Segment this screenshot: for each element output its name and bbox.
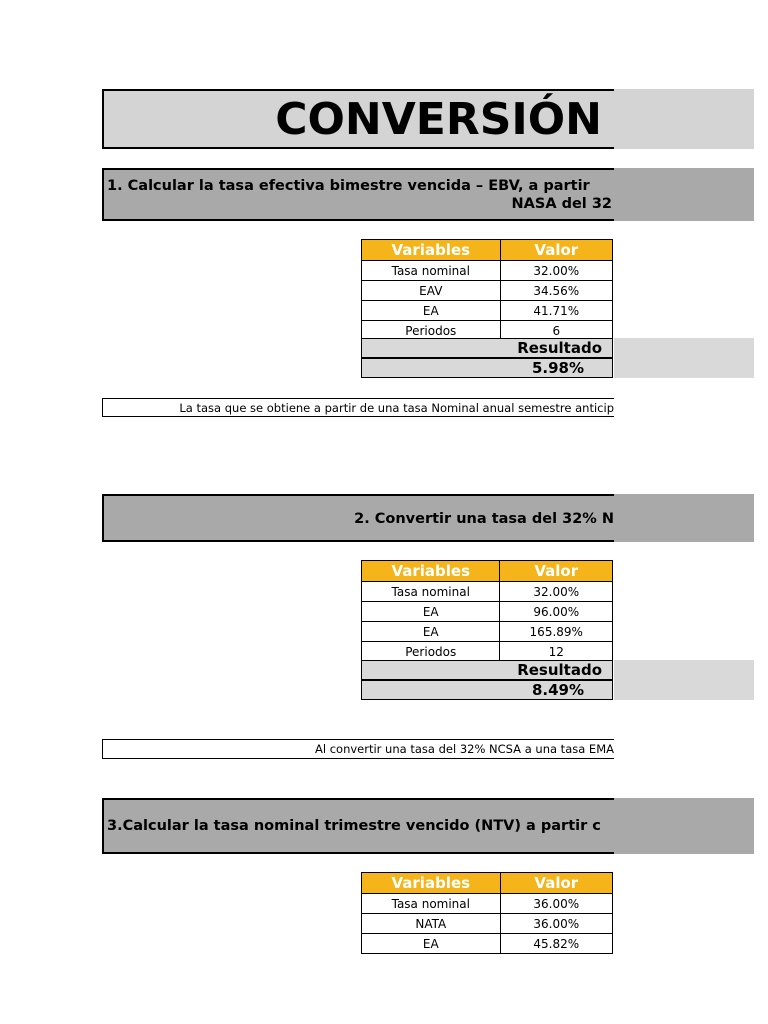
page-title: CONVERSIÓN	[275, 93, 602, 145]
header-variables: Variables	[362, 873, 501, 894]
variable-cell: EA	[362, 622, 500, 642]
variable-cell: EA	[362, 602, 500, 622]
header-variables: Variables	[362, 240, 501, 261]
variables-table-1	[361, 239, 613, 341]
variable-cell: Tasa nominal	[362, 582, 500, 602]
section-1-line-1: 1. Calcular la tasa efectiva bimestre vencida – EBV, a partir	[107, 178, 590, 194]
table-row	[362, 934, 613, 954]
result-extension-2	[614, 660, 754, 700]
result-extension-1	[614, 338, 754, 378]
table-row	[362, 261, 613, 281]
table-row	[362, 642, 613, 662]
variable-cell: Tasa nominal	[362, 894, 501, 914]
result-value-2: 8.49%	[361, 680, 613, 700]
value-cell: 165.89%	[500, 622, 613, 642]
header-valor: Valor	[500, 873, 612, 894]
value-cell: 32.00%	[500, 582, 613, 602]
value-cell: 34.56%	[500, 281, 612, 301]
result-value-1: 5.98%	[361, 358, 613, 378]
variable-cell: EA	[362, 301, 501, 321]
note-1: La tasa que se obtiene a partir de una tasa Nominal anual semestre anticip	[102, 398, 614, 417]
value-cell: 36.00%	[500, 914, 612, 934]
variable-cell: EAV	[362, 281, 501, 301]
variable-cell: Periodos	[362, 321, 501, 341]
section-3-header	[102, 798, 614, 854]
section-3-line-1: 3.Calcular la tasa nominal trimestre vencido (NTV) a partir c	[107, 818, 601, 834]
result-label-2: Resultado	[361, 660, 613, 680]
header-valor: Valor	[500, 561, 613, 582]
section-2-line-1: 2. Convertir una tasa del 32% N	[354, 511, 614, 527]
variable-cell: Tasa nominal	[362, 261, 501, 281]
value-cell: 12	[500, 642, 613, 662]
table-row	[362, 622, 613, 642]
value-cell: 96.00%	[500, 602, 613, 622]
section-2-extension	[614, 494, 754, 542]
section-2-header	[102, 494, 614, 542]
variables-table-3	[361, 872, 613, 954]
value-cell: 41.71%	[500, 301, 612, 321]
note-2: Al convertir una tasa del 32% NCSA a una tasa EMA	[102, 739, 614, 759]
section-1-header	[102, 168, 614, 221]
header-variables: Variables	[362, 561, 500, 582]
section-3-extension	[614, 798, 754, 854]
header-valor: Valor	[500, 240, 612, 261]
variables-table-2	[361, 560, 613, 662]
table-row	[362, 602, 613, 622]
value-cell: 45.82%	[500, 934, 612, 954]
value-cell: 6	[500, 321, 612, 341]
value-cell: 36.00%	[500, 894, 612, 914]
table-row	[362, 914, 613, 934]
variable-cell: EA	[362, 934, 501, 954]
variable-cell: NATA	[362, 914, 501, 934]
section-1-extension	[614, 168, 754, 221]
title-extension	[614, 89, 754, 149]
section-1-line-2: NASA del 32	[511, 196, 612, 212]
table-row	[362, 894, 613, 914]
result-label-1: Resultado	[361, 338, 613, 358]
table-row	[362, 582, 613, 602]
table-row	[362, 301, 613, 321]
table-row	[362, 281, 613, 301]
value-cell: 32.00%	[500, 261, 612, 281]
variable-cell: Periodos	[362, 642, 500, 662]
